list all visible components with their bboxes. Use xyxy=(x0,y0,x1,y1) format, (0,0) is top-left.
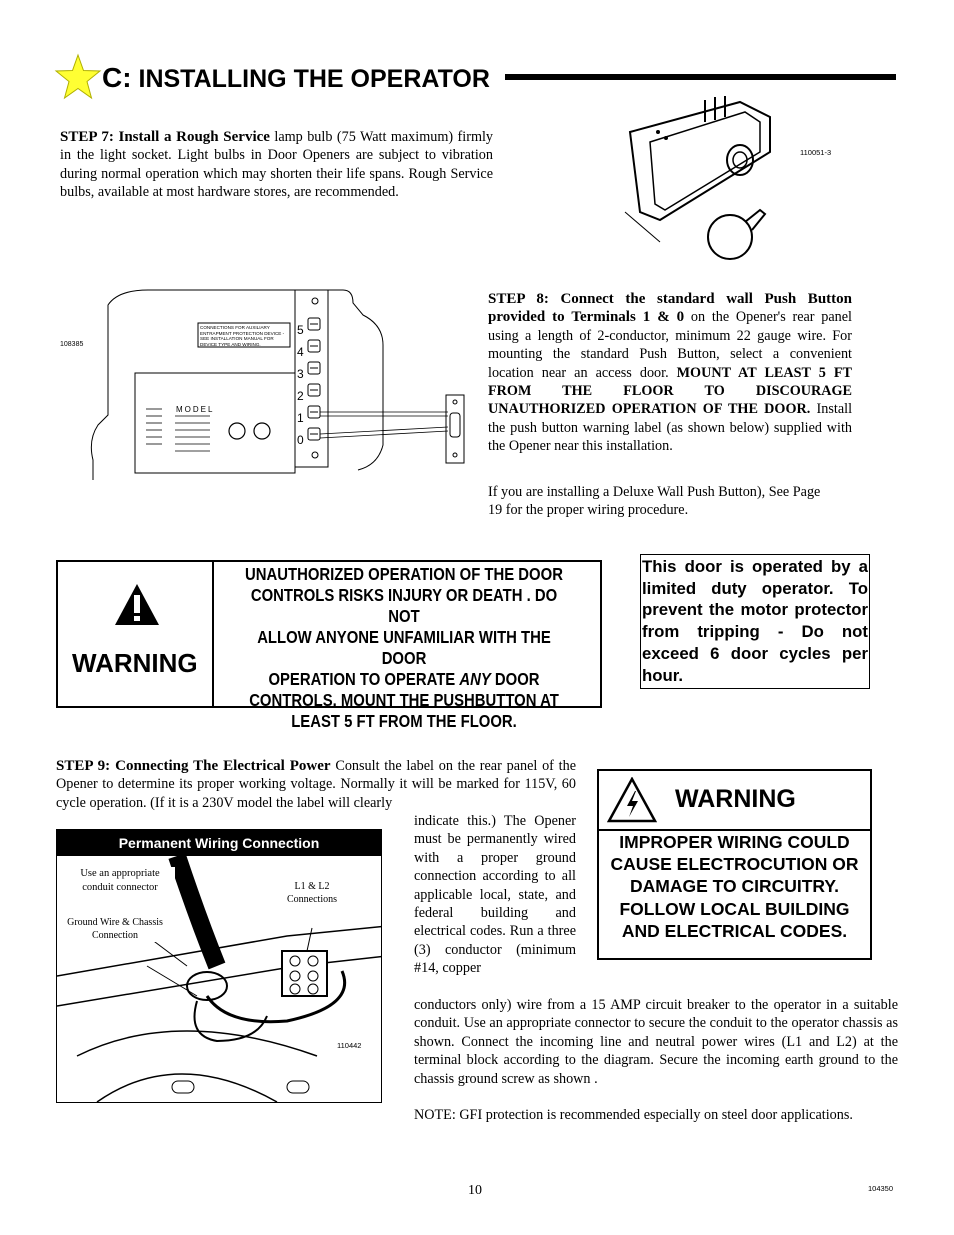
header-rule xyxy=(505,74,896,80)
step9-paragraph xyxy=(56,757,576,812)
step9-lead: STEP 9: Connecting The Electrical Power xyxy=(56,758,331,774)
terminal-3: 3 xyxy=(297,367,304,381)
step7-paragraph xyxy=(60,128,493,202)
lamp-figure-id: 110051-3 xyxy=(800,148,832,157)
label-conduit-connector: Use an appropriate conduit connector xyxy=(65,867,175,895)
section-title: INSTALLING THE OPERATOR xyxy=(138,65,490,93)
electric-shock-icon xyxy=(607,777,657,823)
warning-wiring xyxy=(597,769,872,960)
wiring-figure-id: 110442 xyxy=(337,1041,362,1050)
doc-id: 104350 xyxy=(868,1184,894,1193)
step8-bold-text: MOUNT AT LEAST 5 FT FROM THE FLOOR TO DISCOURAGE UNAUTHORIZED OPERATION OF THE DOOR. xyxy=(488,364,852,418)
section-letter: C: xyxy=(102,62,132,93)
terminal-4: 4 xyxy=(297,345,304,359)
warning2-body: IMPROPER WIRING COULD CAUSE ELECTROCUTION OR DAMAGE TO CIRCUITRY. FOLLOW LOCAL BUILDING AND ELECTRICAL CODES. xyxy=(610,832,859,941)
terminal-numbers xyxy=(297,319,309,451)
duty-cycle-note: This door is operated by a limited duty operator. To prevent the motor protector from tripping - Do not exceed 6 door cycles per hour. xyxy=(640,554,870,689)
lamp-socket-figure xyxy=(620,92,850,267)
terminal-2: 2 xyxy=(297,389,304,403)
step9-bottom-text: conductors only) wire from a 15 AMP circuit breaker to the operator in a suitable conduit. Use an appropriate connector to secure the conduit to the operator chassis as shown. Connect the incoming line and neutral power wires (L1 and L2) at the terminal block according to the diagram. Secure the incoming earth ground to the chassis ground screw as shown . xyxy=(414,997,898,1087)
terminal-1: 1 xyxy=(297,411,304,425)
deluxe-note: If you are installing a Deluxe Wall Push Button), See Page 19 for the proper wiring procedure. xyxy=(488,484,821,519)
wiring-figure xyxy=(56,829,382,1103)
page-number: 10 xyxy=(468,1183,482,1198)
gfi-note: NOTE: GFI protection is recommended especially on steel door applications. xyxy=(414,1107,853,1123)
step9-text-top: Consult the label on the rear panel of the Opener to determine its proper working voltage. Normally it will be marked for 115V, 60 cycle operation. (If it is a 230V model the label will clearly xyxy=(56,758,577,811)
warning-pushbutton-label xyxy=(56,560,602,731)
step8-lead: STEP 8: Connect the standard wall Push Button provided to Terminals 1 & 0 xyxy=(488,291,852,326)
step7-text: lamp bulb (75 Watt maximum) firmly in the light socket. Light bulbs in Door Openers are subject to vibration during normal operation which may shorten their life spans. Rough Service bulbs, available at most hardware stores, are recommended. xyxy=(60,129,494,201)
panel-model-heading: MODEL xyxy=(176,405,215,414)
warning2-title: WARNING xyxy=(675,785,796,813)
panel-aux-label: CONNECTIONS FOR AUXILIARY ENTRAPMENT PROTECTION DEVICE - SEE INSTALLATION MANUAL FOR DEVICE TYPE AND WIRING. xyxy=(200,325,285,347)
panel-figure-id: 108385 xyxy=(60,341,84,348)
wiring-figure-header: Permanent Wiring Connection xyxy=(57,830,381,856)
step8-paragraph xyxy=(488,290,852,456)
label-ground-wire: Ground Wire & Chassis Connection xyxy=(65,916,165,942)
step7-lead: STEP 7: Install a Rough Service xyxy=(60,129,270,145)
step8-text2: Install the push button warning label (as shown below) supplied with the Opener near this installation. xyxy=(488,401,853,455)
terminal-panel-figure xyxy=(58,285,473,480)
terminal-5: 5 xyxy=(297,323,304,337)
star-icon xyxy=(54,53,102,101)
label-l1-l2: L1 & L2 Connections xyxy=(279,880,345,906)
step9-column-text: indicate this.) The Opener must be permanently wired with a proper ground connection according to all applicable local, state, and federal building and electrical codes. Run a three (3) conductor (minimum #14, copper xyxy=(414,813,576,977)
warning-title: WARNING xyxy=(72,648,198,678)
warning-body: UNAUTHORIZED OPERATION OF THE DOOR CONTROLS RISKS INJURY OR DEATH . DO NOT ALLOW ANYONE UNFAMILIAR WITH THE DOOR OPERATION TO OPERATE ANY DOOR CONTROLS. MOUNT THE PUSHBUTTON AT LEAST 5 FT FROM THE FLOOR. xyxy=(245,564,563,731)
warning-triangle-icon xyxy=(113,582,161,627)
terminal-0: 0 xyxy=(297,433,304,447)
step8-text1: on the Opener's rear panel using a length of 2-conductor, minimum 22 gauge wire. For mounting the standard Push Button, select a convenient location near an access door. xyxy=(488,309,852,381)
